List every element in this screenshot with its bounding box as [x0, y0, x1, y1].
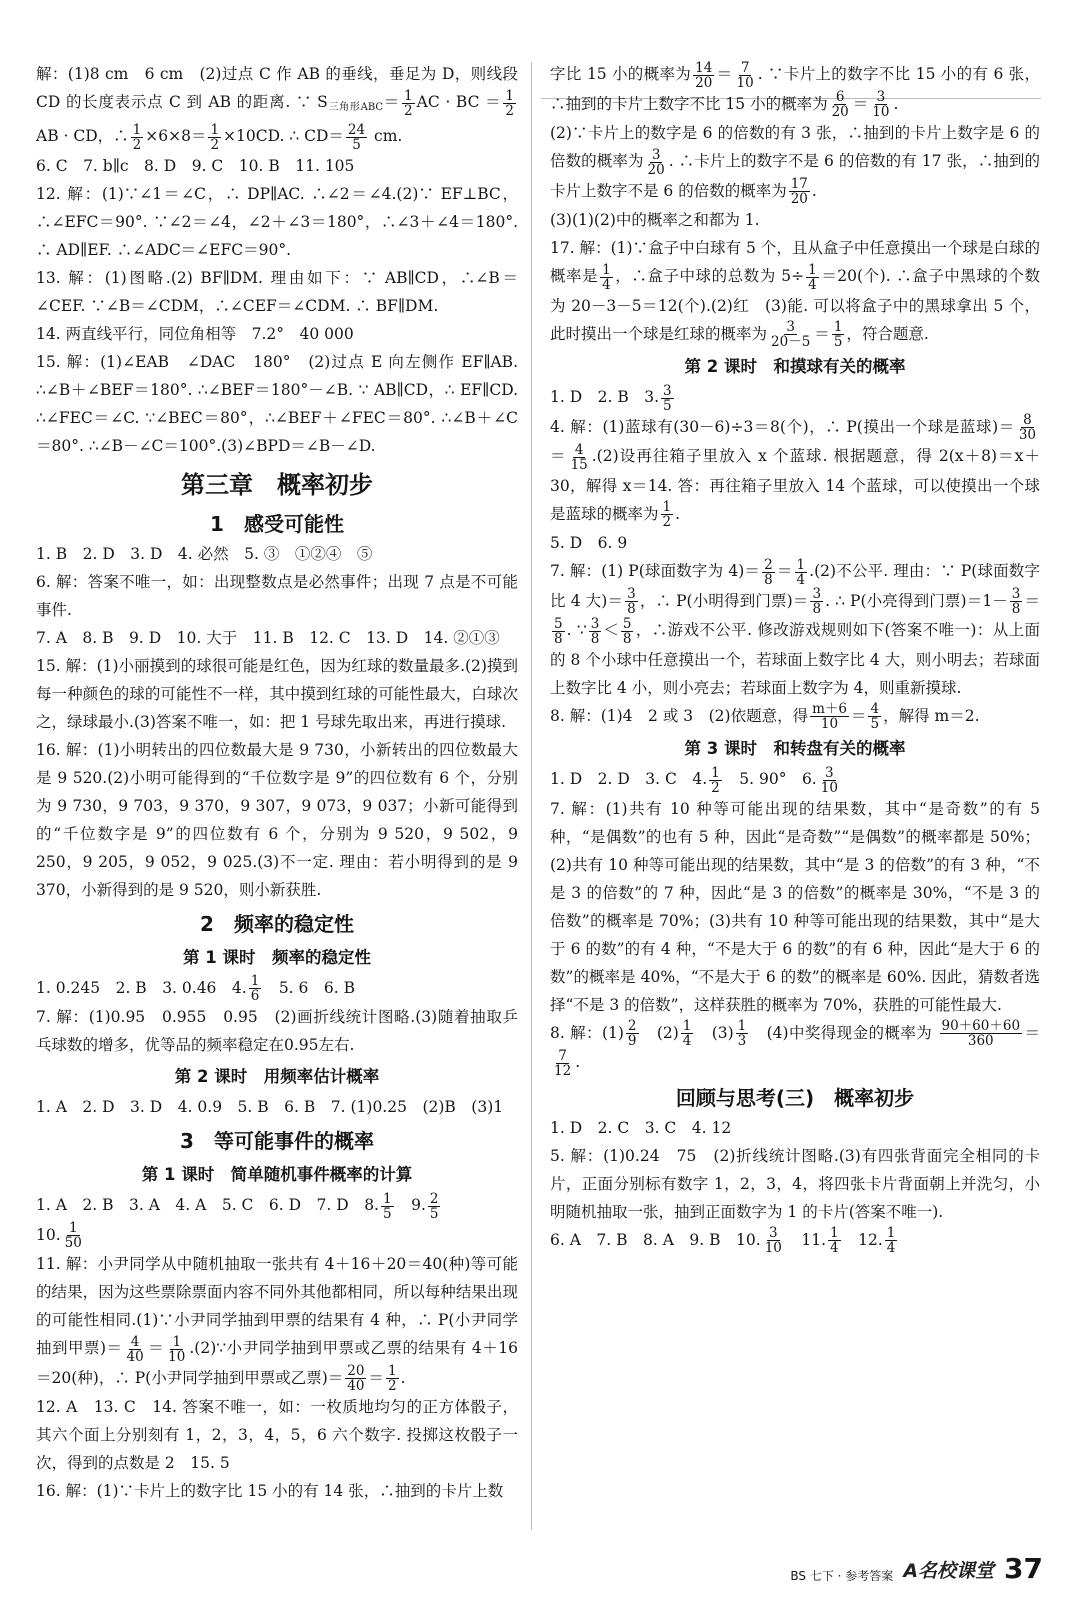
- s3-answer-16-start: 16. 解：(1)∵卡片上的数字比 15 小的有 14 张，∴抽到的卡片上数: [36, 1482, 504, 1500]
- s3-answer-10: 10. $\frac{1}{50}$: [36, 1220, 82, 1251]
- s2k1-answers-1-6: 1. 0.245 2. B 3. 0.46 4. $\frac{1}{6}$ 5. 6 6. B: [36, 973, 355, 1004]
- k2-answer-7: 7. 解：(1) P(球面数字为 4)＝ $\frac{2}{8}$ ＝ $\frac{1}{4}$ .(2)不公平. 理由：∵ P(球面数字比 4 大)＝ $\frac{3}{8}$ ，∴ P(小明得到门票)＝ $\frac{3}{8}$ . ∴ P(小亮得到门票)＝1－ $\frac{3}{8}$ ＝ $\frac{5}{8}$ . ∵ $\frac{3}{8}$ ＜ $\frac{5}{8}$ ，∴游戏不公平. 修改游戏规则如下(答案不唯一)：从上面的 8 个小球中任意摸出一个，若球面上数字比 4 大，则小明去；若球面上数字比 4 小，则小亮去；若球面上数字为 4，则重新摸球.: [550, 556, 1041, 697]
- fraction: $\frac{17}{20}$: [790, 176, 808, 207]
- answer-14: 14. 两直线平行，同位角相等 7.2° 40 000: [36, 324, 354, 343]
- chapter-title: 第三章 概率初步: [181, 470, 373, 499]
- answer-12: 12. 解：(1)∵∠1＝∠C，∴ DP∥AC. ∴∠2＝∠4.(2)∵ EF⊥BC，∴∠EFC＝90°. ∵∠2＝∠4，∠2＋∠3＝180°，∴∠3＋∠4＝180°. ∴ AD∥EF. ∴∠ADC＝∠EFC＝90°.: [36, 184, 518, 259]
- fraction: $\frac{20}{40}$: [347, 1363, 365, 1394]
- review-answer-5: 5. 解：(1)0.24 75 (2)折线统计图略.(3)有四张背面完全相同的卡片，正面分别标有数字 1，2，3，4，将四张卡片背面朝上并洗匀，小明随机抽取一张，抽到正面数字为 1 的卡片(答案不唯一).: [550, 1146, 1040, 1221]
- s1-answer-15: 15. 解：(1)小丽摸到的球很可能是红色，因为红球的数量最多.(2)摸到每一种颜色的球的可能性不一样，其中摸到红球的可能性最大，白球次之，绿球最小.(3)答案不唯一，如：把 1 号球先取出来，再进行摸球.: [36, 656, 518, 731]
- fraction: $\frac{1}{2}$: [210, 121, 220, 153]
- footer-label: BS 七下 · 参考答案: [790, 1569, 894, 1583]
- section-2-title: 2 频率的稳定性: [200, 911, 354, 936]
- fraction: $\frac{1}{2}$: [711, 764, 720, 796]
- k2-answer-8: 8. 解：(1)4 2 或 3 (2)依题意，得 $\frac{m+6}{10}$ ＝ $\frac{4}{5}$ ，解得 m＝2.: [550, 701, 980, 732]
- k3-answer-7: 7. 解：(1)共有 10 种等可能出现的结果数，其中“是奇数”的有 5 种，“是偶数”的也有 5 种，因此“是奇数”“是偶数”的概率都是 50%；(2)共有 10 种等可能出现的结果数，其中“是 3 的倍数”的有 3 种，“不是 3 的倍数”的 7 种，因此“是 3 的倍数”的概率是 30%，“不是 3 的倍数”的概率是 70%；(3)共有 10 种等可能出现的结果数，其中“是大于 6 的数”的有 4 种，“不是大于 6 的数”的有 6 种，因此“是大于 6 的数”的概率是 40%，“不是大于 6 的数”的概率是 60%. 因此，猜数者选择“不是 3 的倍数”，这样获胜的概率为 70%，获胜的可能性最大.: [550, 799, 1040, 1014]
- review-answers-6-12: 6. A 7. B 8. A 9. B 10. $\frac{3}{10}$ 11. $\frac{1}{4}$ 12. $\frac{1}{4}$: [550, 1225, 896, 1256]
- fraction: $\frac{2}{8}$: [764, 556, 773, 588]
- fraction: $\frac{3}{8}$: [590, 615, 600, 647]
- s1-answers-7-14: 7. A 8. B 9. D 10. 大于 11. B 12. C 13. D 14. ②①③: [36, 628, 500, 647]
- s2-lesson-2-title: 第 2 课时 用频率估计概率: [174, 1067, 380, 1086]
- answer-17: 17. 解：(1)∵盒子中白球有 5 个，且从盒子中任意摸出一个球是白球的概率是 $\frac{1}{4}$ ，∴盒子中球的总数为 5÷ $\frac{1}{4}$ ＝20(个). ∴盒子中黑球的个数为 20－3－5＝12(个).(2)红 (3)能. 可以将盒子中的黑球拿出 5 个，此时摸出一个球是红球的概率为 $\frac{3}{20-5}$ ＝ $\frac{1}{5}$ ，符合题意.: [550, 239, 1040, 350]
- fraction: $\frac{5}{8}$: [622, 615, 632, 647]
- fraction: $\frac{1}{4}$: [830, 1225, 839, 1256]
- s3-answers-1-9: 1. A 2. B 3. A 4. A 5. C 6. D 7. D 8. $\frac{1}{5}$ 9. $\frac{2}{5}$: [36, 1190, 439, 1222]
- fraction: $\frac{1}{6}$: [250, 973, 260, 1004]
- fraction: $\frac{3}{5}$: [663, 382, 672, 414]
- s2-lesson-1-title: 第 1 课时 频率的稳定性: [183, 947, 371, 967]
- page-footer: [790, 1550, 1043, 1584]
- fraction: $\frac{4}{15}$: [570, 441, 588, 473]
- k2-answers-1-3: 1. D 2. B 3. $\frac{3}{5}$: [550, 382, 672, 414]
- fraction: $\frac{1}{2}$: [387, 1363, 397, 1394]
- answer-16-part-1: 字比 15 小的概率为 $\frac{14}{20}$ ＝ $\frac{7}{10}$ . ∵卡片上的数字不比 15 小的有 6 张，∴抽到的卡片上数字不比 15 小的概率为 $\frac{6}{20}$ ＝ $\frac{3}{10}$ .: [550, 59, 1040, 120]
- fraction: $\frac{1}{3}$: [737, 1018, 747, 1049]
- lesson-2-title: 第 2 课时 和摸球有关的概率: [684, 357, 906, 376]
- answer-5: 解：(1)8 cm 6 cm (2)过点 C 作 AB 的垂线，垂足为 D，则线段 CD 的长度表示点 C 到 AB 的距离. ∵ $S_{三角形ABC}=$ $\frac{1}{2}$ AC · BC ＝ $\frac{1}{2}$ AB · CD，∴ $\frac{1}{2}$ ×6×8＝ $\frac{1}{2}$ ×10CD. ∴ CD＝ $\frac{24}{5}$ cm.: [36, 65, 518, 153]
- fraction: $\frac{3}{8}$: [812, 586, 822, 617]
- fraction: $\frac{1}{10}$: [168, 1333, 186, 1365]
- fraction: $\frac{3}{10}$: [872, 89, 890, 120]
- k3-answer-8: 8. 解：(1) $\frac{2}{9}$ (2) $\frac{1}{4}$ (3) $\frac{1}{3}$ (4)中奖得现金的概率为 $\frac{90+60+60}{360}$ ＝ $\frac{7}{12}$ .: [550, 1018, 1040, 1079]
- fraction: $\frac{1}{4}$: [682, 1018, 692, 1049]
- answer-16-part-3: (3)(1)(2)中的概率之和都为 1.: [550, 211, 760, 229]
- fraction: $\frac{3}{8}$: [627, 586, 636, 617]
- fraction: $\frac{5}{8}$: [554, 615, 563, 647]
- fraction: $\frac{1}{2}$: [404, 87, 413, 119]
- fraction: $\frac{3}{20}$: [647, 146, 665, 178]
- page-number: 37: [1004, 1552, 1043, 1585]
- fraction: $\frac{3}{10}$: [764, 1225, 782, 1256]
- fraction: $\frac{90+60+60}{360}$: [941, 1018, 1021, 1049]
- k2-answer-4: 4. 解：(1)蓝球有(30－6)÷3＝8(个)，∴ P(摸出一个球是蓝球)＝ $\frac{8}{30}$ ＝ $\frac{4}{15}$ .(2)设再往箱子里放入 x 个蓝球. 根据题意，得 2(x＋8)＝x＋30，解得 x＝14. 答：再往箱子里放入 14 个蓝球，可以使摸出一个球是蓝球的概率为 $\frac{1}{2}$ .: [550, 412, 1040, 530]
- s2k2-answers: 1. A 2. D 3. D 4. 0.9 5. B 6. B 7. (1)0.25 (2)B (3)1: [36, 1098, 504, 1116]
- answer-15: 15. 解：(1)∠EAB ∠DAC 180° (2)过点 E 向左侧作 EF∥AB. ∴∠B＋∠BEF＝180°. ∴∠BEF＝180°－∠B. ∵ AB∥CD，∴ EF∥CD. ∴∠FEC＝∠C. ∵∠BEC＝80°，∴∠BEF＋∠FEC＝80°. ∴∠B＋∠C＝80°. ∴∠B－∠C＝100°.(3)∠BPD＝∠B－∠D.: [36, 352, 518, 455]
- fraction: $\frac{3}{10}$: [820, 764, 838, 796]
- fraction: $\frac{7}{10}$: [736, 59, 754, 91]
- fraction: $\frac{3}{20-5}$: [771, 319, 811, 350]
- fraction: $\frac{7}{12}$: [554, 1047, 572, 1079]
- fraction: $\frac{1}{2}$: [662, 499, 672, 530]
- fraction: $\frac{1}{5}$: [833, 319, 843, 350]
- fraction: $\frac{1}{4}$: [808, 261, 817, 293]
- fraction: $\frac{1}{4}$: [886, 1225, 896, 1256]
- s3-answer-11: 11. 解：小尹同学从中随机抽取一张共有 4＋16＋20＝40(种)等可能的结果，因为这些票除票面内容不同外其他都相同，所以每种结果出现的可能性相同.(1)∵小尹同学抽到甲票的结果有 4 种，∴ P(小尹同学抽到甲票)＝ $\frac{4}{40}$ ＝ $\frac{1}{10}$ .(2)∵小尹同学抽到甲票或乙票的结果有 4＋16＝20(种)，∴ P(小尹同学抽到甲票或乙票)＝ $\frac{20}{40}$ ＝ $\frac{1}{2}$ .: [36, 1255, 518, 1394]
- review-answers-1-4: 1. D 2. C 3. C 4. 12: [550, 1118, 732, 1137]
- fraction: $\frac{1}{2}$: [505, 87, 514, 119]
- k3-answers-1-6: 1. D 2. D 3. C 4. $\frac{1}{2}$ 5. 90° 6. $\frac{3}{10}$: [550, 764, 838, 796]
- s3-lesson-1-title: 第 1 课时 简单随机事件概率的计算: [141, 1165, 413, 1184]
- fraction: $\frac{1}{4}$: [796, 556, 806, 588]
- brand-logo: A名校课堂: [903, 1560, 995, 1582]
- fraction: $\frac{1}{50}$: [64, 1220, 82, 1251]
- fraction: $\frac{8}{30}$: [1018, 412, 1036, 443]
- s3-answers-12-15: 12. A 13. C 14. 答案不唯一，如：一枚质地均匀的正方体骰子，其六个面上分别刻有 1，2，3，4，5，6 六个数字. 投掷这枚骰子一次，得到的点数是 2 15. 5: [36, 1398, 518, 1472]
- s1-answer-16: 16. 解：(1)小明转出的四位数最大是 9 730，小新转出的四位数最大是 9 520.(2)小明可能得到的“千位数字是 9”的四位数有 6 个，分别为 9 730，9 703，9 370，9 307，9 073，9 037；小新可能得到的“千位数字是 9”的四位数有 6 个，分别为 9 520，9 502，9 250，9 205，9 052，9 025.(3)不一定. 理由：若小明得到的是 9 370，小新得到的是 9 520，则小新获胜.: [36, 740, 518, 899]
- right-column: [550, 60, 1040, 1255]
- fraction: $\frac{4}{40}$: [126, 1333, 144, 1365]
- answer-16-part-2: (2)∵卡片上的数字是 6 的倍数的有 3 张，∴抽到的卡片上数字是 6 的倍数的概率为 $\frac{3}{20}$ . ∴卡片上的数字不是 6 的倍数的有 17 张，∴抽到的卡片上数字不是 6 的倍数的概率为 $\frac{17}{20}$ .: [550, 124, 1040, 207]
- s1-answers-1-5: 1. B 2. D 3. D 4. 必然 5. ③ ①②④ ⑤: [36, 544, 373, 563]
- fraction: $\frac{1}{2}$: [132, 121, 142, 153]
- fraction: $\frac{4}{5}$: [870, 701, 880, 732]
- fraction: $\frac{1}{5}$: [382, 1190, 392, 1222]
- answers-6-11: 6. C 7. b∥c 8. D 9. C 10. B 11. 105: [36, 156, 355, 175]
- fraction: $\frac{m+6}{10}$: [812, 701, 847, 732]
- fraction: $\frac{24}{5}$: [347, 121, 366, 153]
- left-column: [36, 60, 518, 1505]
- fraction: $\frac{2}{9}$: [627, 1018, 637, 1049]
- fraction: $\frac{2}{5}$: [429, 1190, 439, 1222]
- answer-13: 13. 解：(1)图略.(2) BF∥DM. 理由如下：∵ AB∥CD，∴∠B＝∠CEF. ∵∠B＝∠CDM，∴∠CEF＝∠CDM. ∴ BF∥DM.: [36, 268, 518, 315]
- section-1-title: 1 感受可能性: [210, 511, 344, 536]
- fraction: $\frac{1}{4}$: [602, 261, 611, 293]
- s1-answer-6: 6. 解：答案不唯一，如：出现整数点是必然事件；出现 7 点是不可能事件.: [36, 572, 518, 619]
- lesson-3-title: 第 3 课时 和转盘有关的概率: [684, 739, 906, 758]
- fraction: $\frac{14}{20}$: [695, 59, 713, 91]
- column-divider: [531, 62, 532, 1530]
- review-title: 回顾与思考(三) 概率初步: [675, 1085, 915, 1110]
- section-3-title: 3 等可能事件的概率: [180, 1129, 374, 1153]
- fraction: $\frac{6}{20}$: [831, 89, 849, 120]
- s2k1-answer-7: 7. 解：(1)0.95 0.955 0.95 (2)画折线统计图略.(3)随着抽取乒乓球数的增多，优等品的频率稳定在0.95左右.: [36, 1008, 518, 1054]
- fraction: $\frac{3}{8}$: [1011, 586, 1021, 617]
- k2-answers-5-6: 5. D 6. 9: [550, 534, 628, 552]
